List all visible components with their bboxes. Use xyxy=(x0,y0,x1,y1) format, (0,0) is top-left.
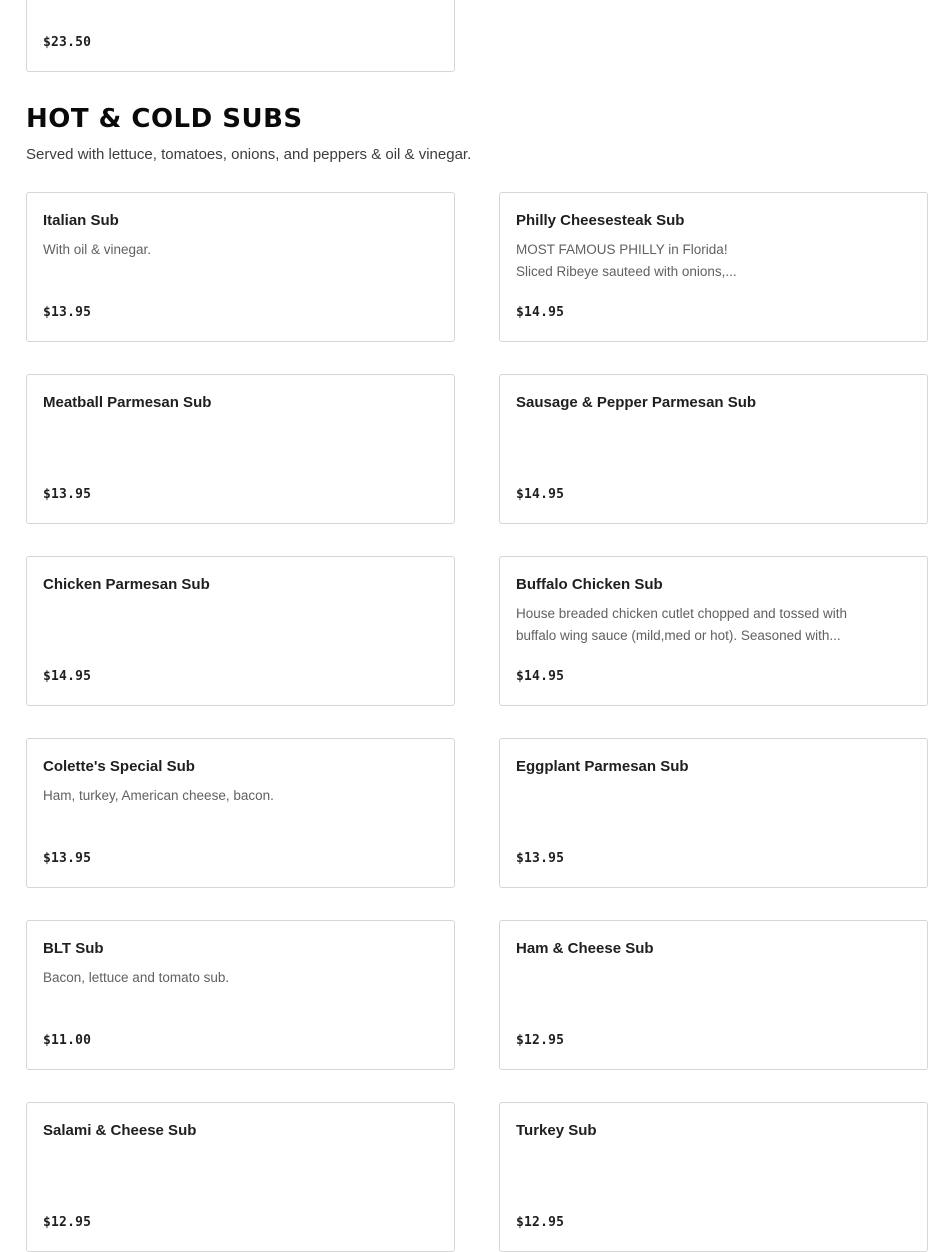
menu-item-card[interactable] xyxy=(26,192,455,342)
menu-item-price: $14.95 xyxy=(516,669,565,684)
menu-item-description-line: Sliced Ribeye sauteed with onions,... xyxy=(516,264,737,279)
menu-item-card[interactable] xyxy=(499,738,928,888)
menu-item-name: Turkey Sub xyxy=(516,1122,597,1139)
menu-item-name: Chicken Parmesan Sub xyxy=(43,576,210,593)
menu-item-name: Sausage & Pepper Parmesan Sub xyxy=(516,394,757,411)
menu-item-name: Eggplant Parmesan Sub xyxy=(516,758,689,775)
menu-item-price: $13.95 xyxy=(516,851,565,866)
menu-item-description-line: Bacon, lettuce and tomato sub. xyxy=(43,970,230,985)
menu-item-price: $11.00 xyxy=(43,1033,92,1048)
menu-item-description xyxy=(43,239,423,261)
menu-item-price: $23.50 xyxy=(43,35,92,50)
menu-item-card[interactable] xyxy=(499,1102,928,1252)
menu-item-card[interactable] xyxy=(26,556,455,706)
menu-item-price: $14.95 xyxy=(43,669,92,684)
section-title: HOT & COLD SUBS xyxy=(26,104,303,134)
menu-item-description xyxy=(43,785,423,807)
menu-item-name: Buffalo Chicken Sub xyxy=(516,576,663,593)
menu-item-card[interactable] xyxy=(26,1102,455,1252)
menu-item-description-line: MOST FAMOUS PHILLY in Florida! xyxy=(516,242,728,257)
menu-item-description-line: With oil & vinegar. xyxy=(43,242,152,257)
menu-item-card[interactable] xyxy=(499,374,928,524)
menu-item-name: Salami & Cheese Sub xyxy=(43,1122,197,1139)
menu-item-name: BLT Sub xyxy=(43,940,104,957)
menu-item-price: $12.95 xyxy=(43,1215,92,1230)
menu-item-description-line: House breaded chicken cutlet chopped and tossed with xyxy=(516,606,847,621)
menu-item-price: $13.95 xyxy=(43,305,92,320)
menu-item-price: $14.95 xyxy=(516,305,565,320)
menu-item-price: $13.95 xyxy=(43,851,92,866)
menu-item-description xyxy=(516,239,896,283)
menu-item-card-partial[interactable] xyxy=(26,0,455,72)
menu-item-name: Ham & Cheese Sub xyxy=(516,940,654,957)
menu-item-card[interactable] xyxy=(26,738,455,888)
menu-item-name: Colette's Special Sub xyxy=(43,758,195,775)
menu-item-price: $12.95 xyxy=(516,1215,565,1230)
menu-item-price: $13.95 xyxy=(43,487,92,502)
menu-item-description-line: buffalo wing sauce (mild,med or hot). Seasoned with... xyxy=(516,628,841,643)
menu-item-price: $14.95 xyxy=(516,487,565,502)
menu-item-description-line: Ham, turkey, American cheese, bacon. xyxy=(43,788,274,803)
menu-item-card[interactable] xyxy=(26,920,455,1070)
menu-item-card[interactable] xyxy=(499,556,928,706)
menu-item-description xyxy=(516,603,896,647)
menu-item-price: $12.95 xyxy=(516,1033,565,1048)
menu-item-card[interactable] xyxy=(499,920,928,1070)
menu-item-name: Philly Cheesesteak Sub xyxy=(516,212,685,229)
menu-item-card[interactable] xyxy=(26,374,455,524)
menu-item-name: Italian Sub xyxy=(43,212,119,229)
menu-item-description xyxy=(43,967,423,989)
section-subtitle: Served with lettuce, tomatoes, onions, and peppers & oil & vinegar. xyxy=(26,146,472,163)
menu-item-card[interactable] xyxy=(499,192,928,342)
menu-item-name: Meatball Parmesan Sub xyxy=(43,394,212,411)
